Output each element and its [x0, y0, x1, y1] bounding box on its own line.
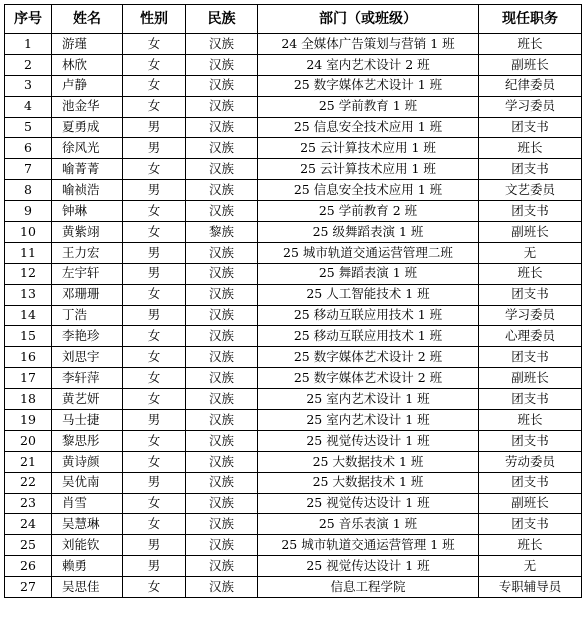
gender-cell: 男 [123, 556, 186, 577]
gender-cell: 女 [123, 430, 186, 451]
serial-number-cell: 9 [5, 201, 52, 222]
table-row [5, 368, 582, 389]
department-cell: 25 城市轨道交通运营管理二班 [258, 242, 479, 263]
table-row [5, 305, 582, 326]
table-body [5, 34, 582, 598]
department-cell: 25 学前教育 2 班 [258, 201, 479, 222]
name-cell: 马士捷 [52, 410, 123, 431]
gender-cell: 男 [123, 305, 186, 326]
ethnicity-cell: 汉族 [186, 347, 258, 368]
serial-number-cell: 5 [5, 117, 52, 138]
gender-cell: 男 [123, 180, 186, 201]
gender-cell: 女 [123, 347, 186, 368]
ethnicity-cell: 汉族 [186, 96, 258, 117]
table-row [5, 472, 582, 493]
header-gender: 性别 [123, 5, 186, 34]
header-position: 现任职务 [479, 5, 582, 34]
gender-cell: 女 [123, 54, 186, 75]
department-cell: 25 移动互联应用技术 1 班 [258, 305, 479, 326]
table-row [5, 577, 582, 598]
department-cell: 25 大数据技术 1 班 [258, 451, 479, 472]
department-cell: 25 云计算技术应用 1 班 [258, 159, 479, 180]
position-cell: 纪律委员 [479, 75, 582, 96]
gender-cell: 女 [123, 493, 186, 514]
ethnicity-cell: 汉族 [186, 201, 258, 222]
name-cell: 李轩萍 [52, 368, 123, 389]
gender-cell: 女 [123, 96, 186, 117]
ethnicity-cell: 汉族 [186, 410, 258, 431]
ethnicity-cell: 汉族 [186, 180, 258, 201]
department-cell: 25 视觉传达设计 1 班 [258, 493, 479, 514]
department-cell: 24 全媒体广告策划与营销 1 班 [258, 34, 479, 55]
serial-number-cell: 10 [5, 222, 52, 243]
roster-document [4, 4, 582, 598]
gender-cell: 女 [123, 389, 186, 410]
name-cell: 吴优南 [52, 472, 123, 493]
name-cell: 黄紫翊 [52, 222, 123, 243]
position-cell: 班长 [479, 410, 582, 431]
department-cell: 25 视觉传达设计 1 班 [258, 556, 479, 577]
name-cell: 夏勇成 [52, 117, 123, 138]
table-row [5, 284, 582, 305]
name-cell: 喻菁菁 [52, 159, 123, 180]
table-row [5, 514, 582, 535]
gender-cell: 女 [123, 451, 186, 472]
department-cell: 25 室内艺术设计 1 班 [258, 410, 479, 431]
header-department: 部门（或班级） [258, 5, 479, 34]
name-cell: 肖雪 [52, 493, 123, 514]
department-cell: 25 级舞蹈表演 1 班 [258, 222, 479, 243]
department-cell: 25 人工智能技术 1 班 [258, 284, 479, 305]
department-cell: 25 信息安全技术应用 1 班 [258, 117, 479, 138]
position-cell: 团支书 [479, 430, 582, 451]
position-cell: 班长 [479, 263, 582, 284]
gender-cell: 男 [123, 472, 186, 493]
name-cell: 游瑾 [52, 34, 123, 55]
ethnicity-cell: 汉族 [186, 430, 258, 451]
department-cell: 信息工程学院 [258, 577, 479, 598]
name-cell: 吴思佳 [52, 577, 123, 598]
gender-cell: 男 [123, 242, 186, 263]
gender-cell: 男 [123, 117, 186, 138]
table-row [5, 117, 582, 138]
table-row [5, 96, 582, 117]
serial-number-cell: 12 [5, 263, 52, 284]
table-row [5, 201, 582, 222]
name-cell: 左宇轩 [52, 263, 123, 284]
department-cell: 24 室内艺术设计 2 班 [258, 54, 479, 75]
table-row [5, 347, 582, 368]
ethnicity-cell: 汉族 [186, 159, 258, 180]
department-cell: 25 学前教育 1 班 [258, 96, 479, 117]
serial-number-cell: 20 [5, 430, 52, 451]
department-cell: 25 云计算技术应用 1 班 [258, 138, 479, 159]
ethnicity-cell: 汉族 [186, 263, 258, 284]
department-cell: 25 数字媒体艺术设计 1 班 [258, 75, 479, 96]
department-cell: 25 视觉传达设计 1 班 [258, 430, 479, 451]
gender-cell: 男 [123, 410, 186, 431]
serial-number-cell: 25 [5, 535, 52, 556]
table-row [5, 389, 582, 410]
position-cell: 班长 [479, 34, 582, 55]
header-name: 姓名 [52, 5, 123, 34]
serial-number-cell: 24 [5, 514, 52, 535]
serial-number-cell: 4 [5, 96, 52, 117]
department-cell: 25 数字媒体艺术设计 2 班 [258, 347, 479, 368]
serial-number-cell: 23 [5, 493, 52, 514]
name-cell: 丁浩 [52, 305, 123, 326]
table-row [5, 54, 582, 75]
position-cell: 副班长 [479, 368, 582, 389]
ethnicity-cell: 汉族 [186, 556, 258, 577]
name-cell: 黄艺妍 [52, 389, 123, 410]
name-cell: 徐风光 [52, 138, 123, 159]
table-row [5, 493, 582, 514]
name-cell: 黄诗颜 [52, 451, 123, 472]
serial-number-cell: 13 [5, 284, 52, 305]
serial-number-cell: 27 [5, 577, 52, 598]
ethnicity-cell: 汉族 [186, 242, 258, 263]
department-cell: 25 舞蹈表演 1 班 [258, 263, 479, 284]
gender-cell: 女 [123, 577, 186, 598]
table-row [5, 326, 582, 347]
serial-number-cell: 11 [5, 242, 52, 263]
gender-cell: 女 [123, 368, 186, 389]
department-cell: 25 信息安全技术应用 1 班 [258, 180, 479, 201]
name-cell: 钟琳 [52, 201, 123, 222]
position-cell: 无 [479, 242, 582, 263]
gender-cell: 男 [123, 138, 186, 159]
ethnicity-cell: 汉族 [186, 305, 258, 326]
ethnicity-cell: 汉族 [186, 117, 258, 138]
table-row [5, 263, 582, 284]
header-serial-number: 序号 [5, 5, 52, 34]
name-cell: 邓珊珊 [52, 284, 123, 305]
ethnicity-cell: 汉族 [186, 451, 258, 472]
ethnicity-cell: 汉族 [186, 54, 258, 75]
table-row [5, 159, 582, 180]
position-cell: 无 [479, 556, 582, 577]
gender-cell: 女 [123, 326, 186, 347]
serial-number-cell: 22 [5, 472, 52, 493]
serial-number-cell: 16 [5, 347, 52, 368]
name-cell: 赖勇 [52, 556, 123, 577]
position-cell: 劳动委员 [479, 451, 582, 472]
ethnicity-cell: 汉族 [186, 75, 258, 96]
table-row [5, 222, 582, 243]
serial-number-cell: 18 [5, 389, 52, 410]
serial-number-cell: 1 [5, 34, 52, 55]
serial-number-cell: 21 [5, 451, 52, 472]
serial-number-cell: 2 [5, 54, 52, 75]
header-ethnicity: 民族 [186, 5, 258, 34]
name-cell: 李艳珍 [52, 326, 123, 347]
gender-cell: 女 [123, 514, 186, 535]
ethnicity-cell: 汉族 [186, 514, 258, 535]
name-cell: 王力宏 [52, 242, 123, 263]
gender-cell: 男 [123, 263, 186, 284]
department-cell: 25 音乐表演 1 班 [258, 514, 479, 535]
ethnicity-cell: 汉族 [186, 138, 258, 159]
position-cell: 心理委员 [479, 326, 582, 347]
gender-cell: 女 [123, 75, 186, 96]
serial-number-cell: 8 [5, 180, 52, 201]
table-row [5, 430, 582, 451]
position-cell: 团支书 [479, 514, 582, 535]
department-cell: 25 数字媒体艺术设计 2 班 [258, 368, 479, 389]
department-cell: 25 大数据技术 1 班 [258, 472, 479, 493]
department-cell: 25 移动互联应用技术 1 班 [258, 326, 479, 347]
serial-number-cell: 26 [5, 556, 52, 577]
position-cell: 团支书 [479, 117, 582, 138]
serial-number-cell: 6 [5, 138, 52, 159]
table-row [5, 138, 582, 159]
table-row [5, 410, 582, 431]
position-cell: 副班长 [479, 54, 582, 75]
position-cell: 文艺委员 [479, 180, 582, 201]
gender-cell: 女 [123, 201, 186, 222]
roster-table [4, 4, 582, 598]
position-cell: 团支书 [479, 201, 582, 222]
name-cell: 刘能钦 [52, 535, 123, 556]
ethnicity-cell: 汉族 [186, 284, 258, 305]
table-row [5, 556, 582, 577]
ethnicity-cell: 汉族 [186, 493, 258, 514]
position-cell: 团支书 [479, 159, 582, 180]
position-cell: 学习委员 [479, 305, 582, 326]
ethnicity-cell: 汉族 [186, 326, 258, 347]
table-row [5, 75, 582, 96]
gender-cell: 女 [123, 159, 186, 180]
name-cell: 喻祯浩 [52, 180, 123, 201]
position-cell: 学习委员 [479, 96, 582, 117]
gender-cell: 女 [123, 222, 186, 243]
serial-number-cell: 7 [5, 159, 52, 180]
serial-number-cell: 3 [5, 75, 52, 96]
table-row [5, 180, 582, 201]
position-cell: 团支书 [479, 472, 582, 493]
header-row [5, 5, 582, 34]
table-row [5, 34, 582, 55]
table-row [5, 242, 582, 263]
ethnicity-cell: 汉族 [186, 472, 258, 493]
position-cell: 副班长 [479, 493, 582, 514]
ethnicity-cell: 汉族 [186, 34, 258, 55]
position-cell: 班长 [479, 535, 582, 556]
table-header [5, 5, 582, 34]
gender-cell: 男 [123, 535, 186, 556]
ethnicity-cell: 汉族 [186, 389, 258, 410]
ethnicity-cell: 汉族 [186, 577, 258, 598]
name-cell: 卢静 [52, 75, 123, 96]
position-cell: 团支书 [479, 284, 582, 305]
name-cell: 黎思彤 [52, 430, 123, 451]
ethnicity-cell: 汉族 [186, 368, 258, 389]
table-row [5, 451, 582, 472]
position-cell: 团支书 [479, 347, 582, 368]
table-row [5, 535, 582, 556]
gender-cell: 女 [123, 34, 186, 55]
serial-number-cell: 14 [5, 305, 52, 326]
position-cell: 副班长 [479, 222, 582, 243]
ethnicity-cell: 汉族 [186, 535, 258, 556]
name-cell: 刘思宇 [52, 347, 123, 368]
name-cell: 吴慧琳 [52, 514, 123, 535]
gender-cell: 女 [123, 284, 186, 305]
department-cell: 25 城市轨道交通运营管理 1 班 [258, 535, 479, 556]
position-cell: 团支书 [479, 389, 582, 410]
serial-number-cell: 17 [5, 368, 52, 389]
position-cell: 专职辅导员 [479, 577, 582, 598]
ethnicity-cell: 黎族 [186, 222, 258, 243]
name-cell: 池金华 [52, 96, 123, 117]
serial-number-cell: 19 [5, 410, 52, 431]
department-cell: 25 室内艺术设计 1 班 [258, 389, 479, 410]
serial-number-cell: 15 [5, 326, 52, 347]
name-cell: 林欣 [52, 54, 123, 75]
position-cell: 班长 [479, 138, 582, 159]
